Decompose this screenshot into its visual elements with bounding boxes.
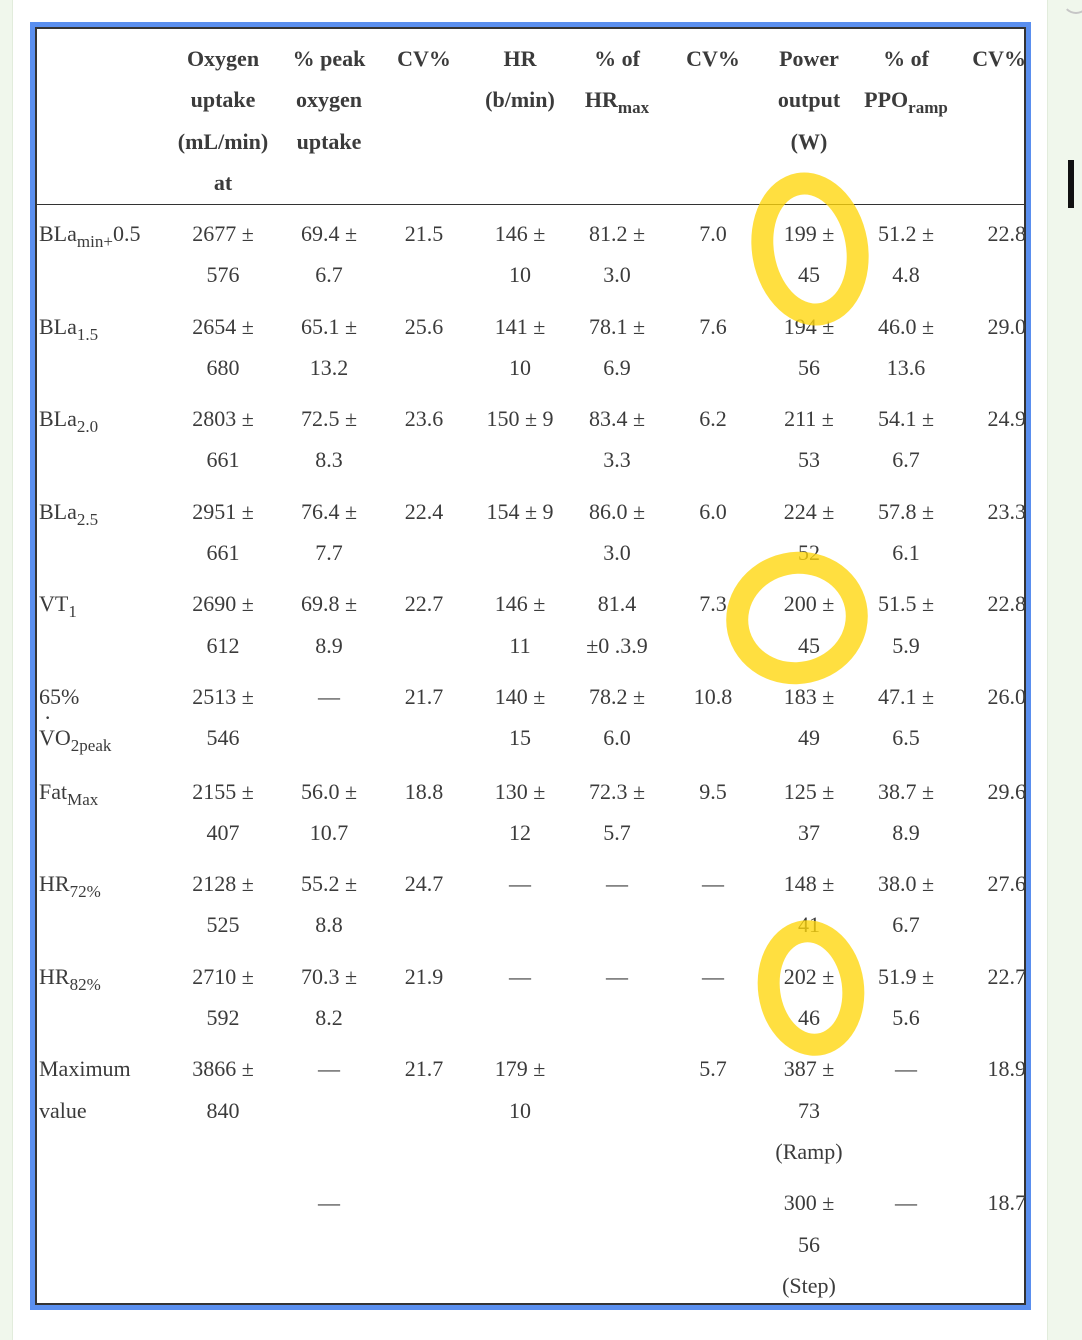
table-cell: 2654 ± 680 xyxy=(192,313,254,380)
scrollbar-thumb[interactable] xyxy=(1068,160,1074,208)
table-cell: 140 ± 15 xyxy=(494,683,546,751)
table-cell: 83.4 ± 3.3 xyxy=(588,406,646,473)
table-cell: 224 ± 52 xyxy=(783,498,835,566)
table-cell: 24.9 xyxy=(987,406,1026,432)
table-cell: 57.8 ± 6.1 xyxy=(877,498,935,566)
header-empty xyxy=(35,27,165,205)
header-pct-ppo-ramp: % of $PPO_{ramp}$ xyxy=(864,46,948,118)
table-cell: 51.2 ± 4.8 xyxy=(877,221,935,288)
table-cell: 211 ± 53 xyxy=(784,406,834,473)
table-cell: 5.7 xyxy=(699,1056,727,1082)
table-cell: 10.8 xyxy=(693,683,733,709)
table-body xyxy=(35,205,1026,1317)
table-cell: 26.0 xyxy=(987,683,1026,709)
table-cell: 141 ± 10 xyxy=(494,313,546,380)
table-cell xyxy=(665,1182,761,1316)
row-label: $VT_1$ xyxy=(39,591,77,622)
table-cell: 146 ± 10 xyxy=(494,221,546,288)
table-cell: 55.2 ± 8.8 xyxy=(300,871,358,938)
table-cell: 146 ± 11 xyxy=(494,591,546,658)
header-pct-hrmax: % of $HR_{max}$ xyxy=(584,46,650,118)
table-cell: — xyxy=(318,1190,340,1216)
table-cell: 29.6 xyxy=(987,778,1026,804)
data-table xyxy=(35,27,1026,1316)
row-label: $HR_{72\%}$ xyxy=(39,871,101,902)
table-cell: 22.8 xyxy=(987,221,1026,246)
table-cell: 154 ± 9 xyxy=(486,498,554,524)
table-selection-frame xyxy=(30,22,1031,1310)
table-cell xyxy=(569,1048,665,1182)
table-cell: 125 ± 37 xyxy=(783,778,835,845)
row-label: Fat$_{Max}$ xyxy=(39,778,99,809)
table-row xyxy=(35,676,1026,771)
table-cell: 72.3 ± 5.7 xyxy=(588,778,646,845)
table-row xyxy=(35,398,1026,491)
table-cell: 130 ± 12 xyxy=(494,778,546,845)
table-cell: 194 ± 56 xyxy=(783,313,835,380)
table-cell: 2951 ± 661 xyxy=(192,498,254,566)
table-cell: 76.4 ± 7.7 xyxy=(300,498,358,566)
table-cell: — xyxy=(606,963,628,989)
table-cell: 51.9 ± 5.6 xyxy=(877,963,935,1031)
table-cell: 81.4 ±0 .3.9 xyxy=(586,591,648,658)
table-cell: 200 ± 45 xyxy=(783,591,835,658)
table-row xyxy=(35,583,1026,676)
table-row xyxy=(35,1182,1026,1316)
table-cell: 21.5 xyxy=(404,221,444,246)
table-cell: 6.2 xyxy=(699,406,727,432)
table-cell: 2690 ± 612 xyxy=(192,591,254,658)
table-cell xyxy=(569,1182,665,1316)
table-cell: 46.0 ± 13.6 xyxy=(877,313,935,380)
table-cell: 29.0 xyxy=(987,313,1026,339)
header-power-output: Power output (W) xyxy=(777,46,841,154)
header-cv-2: CV% xyxy=(686,46,740,71)
table-cell: 22.7 xyxy=(404,591,444,617)
table-cell: 199 ± 45 xyxy=(783,221,835,288)
header-cv-1: CV% xyxy=(397,46,451,71)
table-cell: 150 ± 9 xyxy=(486,406,554,432)
row-label: BLa$_{2.5}$ xyxy=(39,498,99,529)
table-cell: 25.6 xyxy=(404,313,444,339)
row-label xyxy=(35,1182,165,1316)
table-cell: 69.8 ± 8.9 xyxy=(300,591,358,658)
table-cell: 65.1 ± 13.2 xyxy=(300,313,358,380)
table-row xyxy=(35,306,1026,399)
table-cell: 2710 ± 592 xyxy=(192,963,254,1031)
scroll-indicator-arc xyxy=(1062,0,1082,14)
table-cell: — xyxy=(895,1056,917,1082)
table-cell: 21.7 xyxy=(404,683,444,709)
table-cell: 300 ± 56 (Step) xyxy=(782,1190,836,1298)
table-cell: 387 ± 73 (Ramp) xyxy=(775,1056,843,1164)
table-cell: 148 ± 41 xyxy=(783,871,835,938)
table-cell: — xyxy=(702,871,724,897)
table-cell: — xyxy=(895,1190,917,1216)
table-cell xyxy=(165,1182,281,1316)
header-row xyxy=(35,27,1026,205)
table-cell: 7.0 xyxy=(699,221,727,246)
header-cv-3: CV% xyxy=(972,46,1026,71)
table-cell: 23.6 xyxy=(404,406,444,432)
table-cell: 47.1 ± 6.5 xyxy=(877,683,935,751)
table-cell: 3866 ± 840 xyxy=(192,1056,254,1123)
table-cell: 7.3 xyxy=(699,591,727,617)
header-oxygen-uptake: Oxygen uptake (mL/min) at xyxy=(177,46,269,195)
row-label: BLa$_{2.0}$ xyxy=(39,406,99,437)
table-cell xyxy=(377,1182,471,1316)
table-cell: 9.5 xyxy=(699,778,727,804)
table-cell: 51.5 ± 5.9 xyxy=(877,591,935,658)
table-cell: — xyxy=(509,963,531,989)
table-cell: — xyxy=(702,963,724,989)
table-cell: 38.7 ± 8.9 xyxy=(877,778,935,845)
row-label: BLa$_{1.5}$ xyxy=(39,313,99,344)
table-cell: 21.9 xyxy=(404,963,444,989)
table-cell: — xyxy=(318,683,340,709)
table-cell: 22.7 xyxy=(987,963,1026,989)
table-cell: 86.0 ± 3.0 xyxy=(588,498,646,566)
header-hr: HR (b/min) xyxy=(485,46,555,113)
table-cell: 72.5 ± 8.3 xyxy=(300,406,358,473)
table-cell: 22.8 xyxy=(987,591,1026,617)
table-cell: 7.6 xyxy=(699,313,727,339)
table-row xyxy=(35,491,1026,584)
table-cell: 6.0 xyxy=(699,498,727,524)
table-cell: 69.4 ± 6.7 xyxy=(300,221,358,288)
table-cell: 27.6 xyxy=(987,871,1026,897)
table-row xyxy=(35,956,1026,1049)
row-label: BLa$_{min+}$0.5 xyxy=(39,221,141,251)
table-cell: 70.3 ± 8.2 xyxy=(300,963,358,1031)
table-cell: 56.0 ± 10.7 xyxy=(300,778,358,845)
table-cell: 24.7 xyxy=(404,871,444,897)
table-cell: 78.1 ± 6.9 xyxy=(588,313,646,380)
table-cell: 202 ± 46 xyxy=(783,963,835,1031)
table-row xyxy=(35,863,1026,956)
table-cell: 81.2 ± 3.0 xyxy=(588,221,646,288)
table-cell: 2803 ± 661 xyxy=(192,406,254,473)
table-cell: 54.1 ± 6.7 xyxy=(877,406,935,473)
table-cell: 18.9 xyxy=(987,1056,1026,1082)
table-cell: 179 ± 10 xyxy=(494,1056,546,1123)
table-cell: 38.0 ± 6.7 xyxy=(877,871,935,938)
table-cell: 2677 ± 576 xyxy=(192,221,254,288)
table-cell: — xyxy=(318,1056,340,1082)
table-cell: 2513 ± 546 xyxy=(192,683,254,751)
table-cell: 18.7 xyxy=(987,1190,1026,1216)
table-cell: 22.4 xyxy=(404,498,444,524)
table-cell: 23.3 xyxy=(987,498,1026,524)
table-cell: 78.2 ± 6.0 xyxy=(588,683,646,751)
table-cell: — xyxy=(509,871,531,897)
table-cell: 2155 ± 407 xyxy=(192,778,254,845)
row-label: Maximum value xyxy=(39,1056,131,1123)
row-label: $HR_{82\%}$ xyxy=(39,963,101,994)
table-row xyxy=(35,205,1026,306)
table-row xyxy=(35,1048,1026,1182)
table-cell: — xyxy=(606,871,628,897)
row-label: 65% · $VO_{2peak}$ xyxy=(35,676,165,771)
header-pct-peak-oxygen: % peak oxygen uptake xyxy=(292,46,366,154)
table-row xyxy=(35,771,1026,864)
table-cell: 18.8 xyxy=(404,778,444,804)
table-cell: 2128 ± 525 xyxy=(192,871,254,938)
table-cell xyxy=(471,1182,569,1316)
table-cell: 183 ± 49 xyxy=(783,683,835,751)
table-cell: 21.7 xyxy=(404,1056,444,1082)
